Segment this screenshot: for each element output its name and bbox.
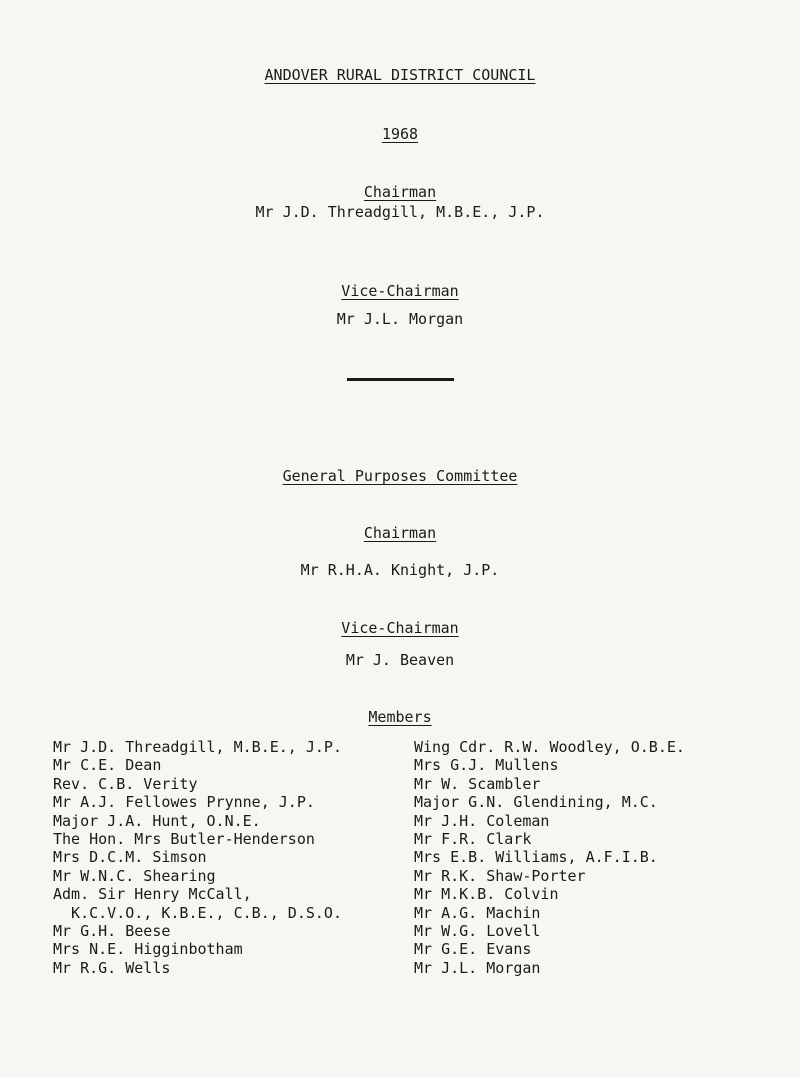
council-vice-chairman-name: Mr J.L. Morgan (336, 310, 464, 328)
member-entry-continuation: K.C.V.O., K.B.E., C.B., D.S.O. (53, 903, 342, 922)
member-entry: Mr A.J. Fellowes Prynne, J.P. (53, 793, 315, 812)
member-entry: Mr C.E. Dean (53, 756, 162, 775)
member-entry: Major G.N. Glendining, M.C. (414, 793, 658, 812)
section-divider (347, 378, 454, 381)
member-entry: Mr W. Scambler (414, 774, 541, 793)
committee-vice-chairman-heading: Vice-Chairman (341, 619, 459, 637)
member-entry: Wing Cdr. R.W. Woodley, O.B.E. (414, 738, 685, 756)
council-year: 1968 (381, 125, 419, 143)
member-entry: Mr G.H. Beese (53, 921, 171, 940)
member-entry: Rev. C.B. Verity (53, 774, 198, 793)
committee-vice-chairman-name: Mr J. Beaven (345, 651, 455, 669)
council-title: ANDOVER RURAL DISTRICT COUNCIL (264, 66, 536, 84)
member-entry: Mrs G.J. Mullens (414, 756, 559, 775)
member-entry: Mr J.L. Morgan (414, 958, 541, 977)
committee-chairman-name: Mr R.H.A. Knight, J.P. (300, 561, 500, 579)
member-entry: Major J.A. Hunt, O.N.E. (53, 811, 261, 830)
committee-chairman-heading: Chairman (363, 524, 437, 542)
member-entry: Adm. Sir Henry McCall, (53, 885, 252, 904)
member-entry: Mrs N.E. Higginbotham (53, 940, 243, 959)
member-entry: Mr M.K.B. Colvin (414, 885, 559, 904)
members-heading: Members (368, 708, 432, 726)
member-entry: Mr J.H. Coleman (414, 811, 550, 830)
member-entry: Mr W.N.C. Shearing (53, 866, 216, 885)
member-entry: Mr F.R. Clark (414, 829, 532, 848)
members-list-left (53, 738, 342, 977)
members-list-right (414, 738, 685, 977)
council-chairman-name: Mr J.D. Threadgill, M.B.E., J.P. (255, 203, 545, 221)
member-entry: Mr W.G. Lovell (414, 921, 541, 940)
committee-title: General Purposes Committee (282, 467, 518, 485)
member-entry: Mr R.K. Shaw-Porter (414, 866, 586, 885)
council-vice-chairman-heading: Vice-Chairman (341, 282, 459, 300)
member-entry: Mr R.G. Wells (53, 958, 171, 977)
member-entry: Mrs E.B. Williams, A.F.I.B. (414, 848, 658, 867)
member-entry: Mr A.G. Machin (414, 903, 541, 922)
member-entry: Mrs D.C.M. Simson (53, 848, 207, 867)
council-chairman-heading: Chairman (363, 183, 437, 201)
member-entry: Mr J.D. Threadgill, M.B.E., J.P. (53, 738, 342, 756)
member-entry: Mr G.E. Evans (414, 940, 532, 959)
member-entry: The Hon. Mrs Butler-Henderson (53, 829, 315, 848)
